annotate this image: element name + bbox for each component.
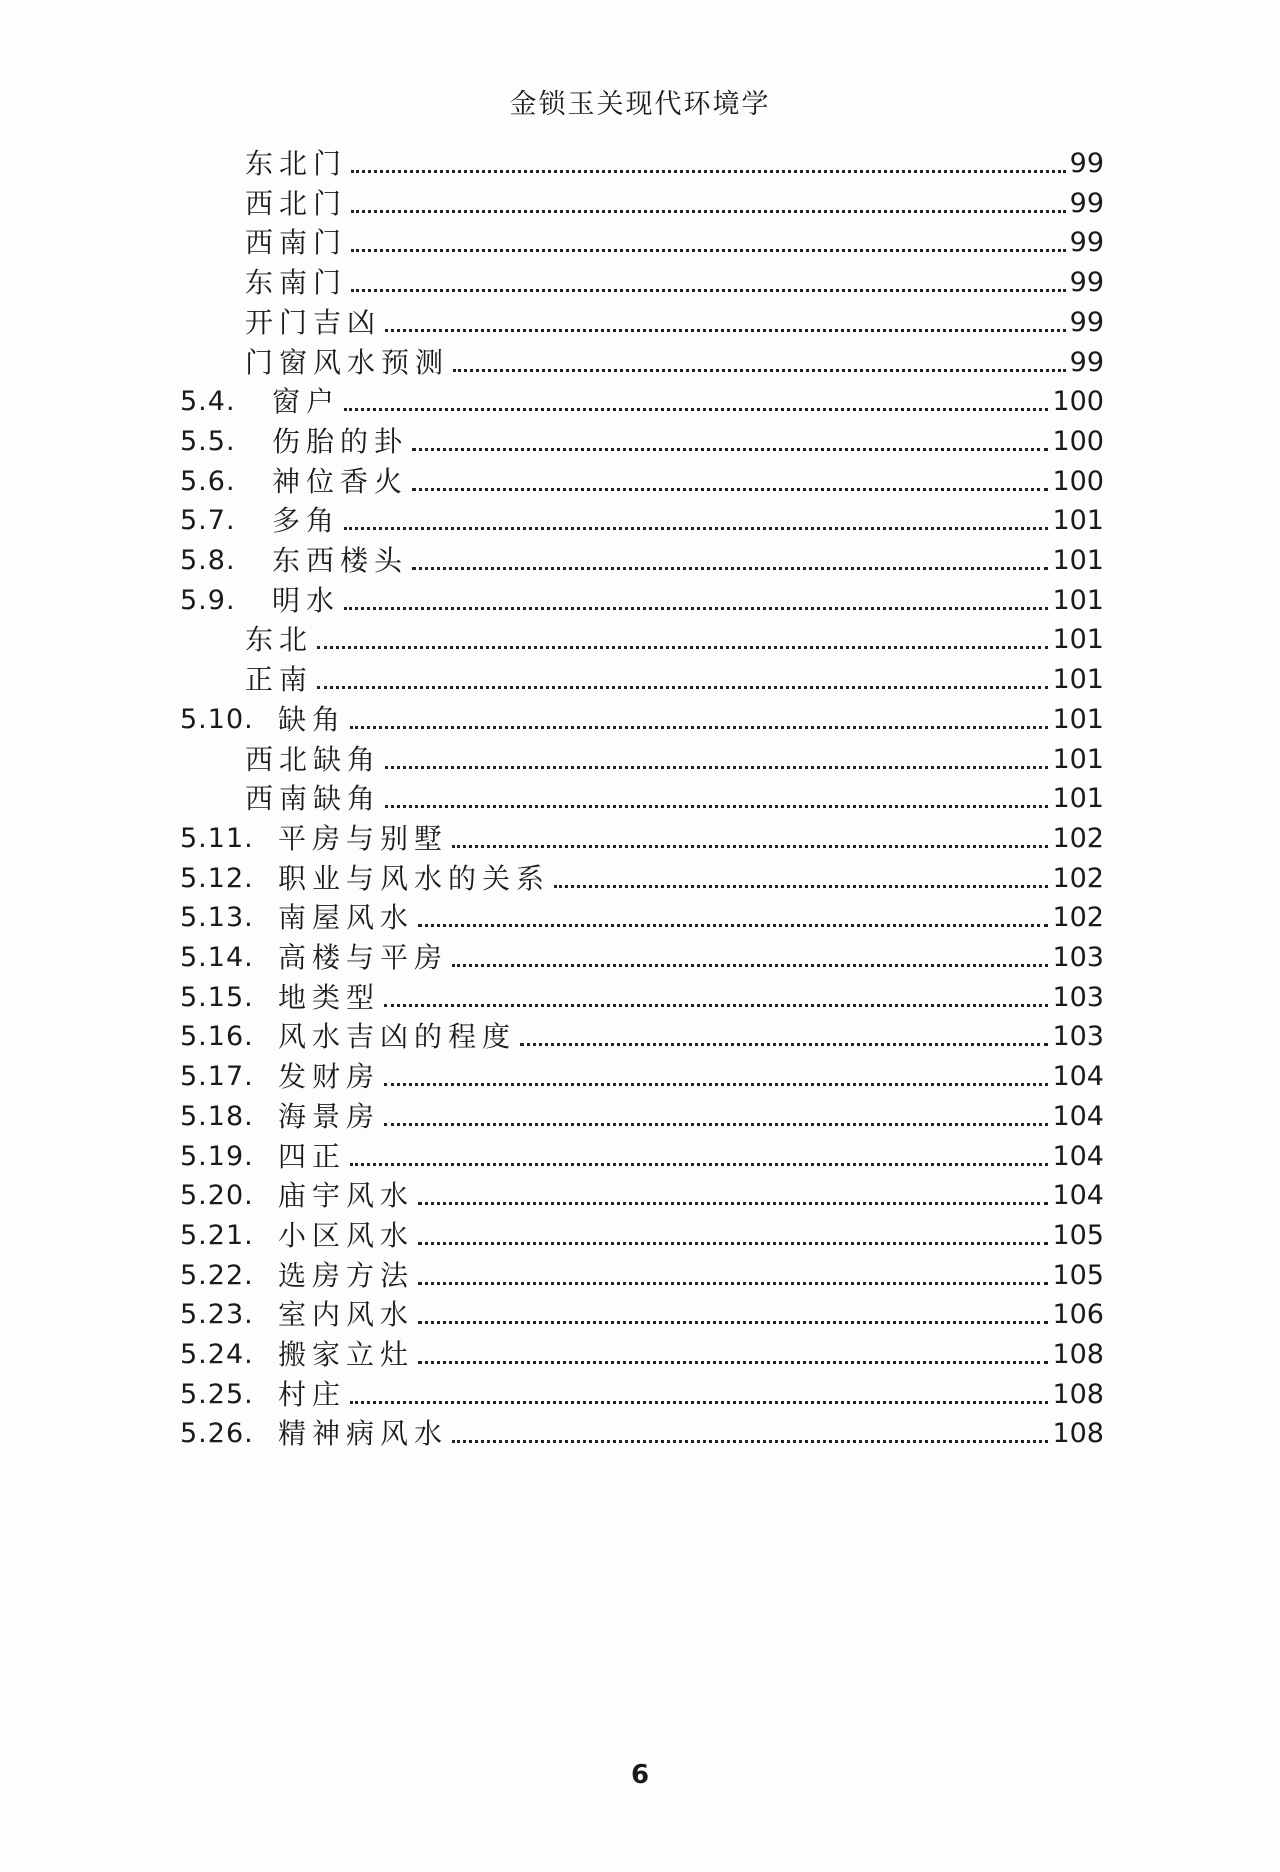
toc-entry-number: 5.11.	[180, 822, 254, 854]
toc-entry-page: 101	[1052, 505, 1104, 537]
toc-entry-title: 选房方法	[278, 1258, 415, 1292]
toc-entry-page: 101	[1052, 624, 1104, 656]
page-number: 6	[630, 1760, 650, 1790]
toc-entry-title: 正南	[245, 663, 314, 697]
toc-entry[interactable]	[245, 259, 1104, 299]
toc-entry-title: 西南缺角	[245, 782, 382, 816]
toc-entry[interactable]	[180, 458, 1104, 498]
toc-entry-page: 101	[1052, 584, 1104, 616]
toc-entry[interactable]	[180, 1371, 1104, 1411]
toc-entry-number: 5.12.	[180, 862, 254, 894]
toc-entry-title: 西北门	[245, 186, 348, 220]
dot-leader	[418, 1361, 1048, 1364]
toc-entry-page: 105	[1052, 1219, 1104, 1251]
toc-entry[interactable]	[180, 1291, 1104, 1331]
toc-entry[interactable]	[245, 736, 1104, 776]
dot-leader	[384, 1123, 1048, 1126]
toc-entry-number: 5.5.	[180, 425, 236, 457]
toc-entry[interactable]	[245, 616, 1104, 656]
dot-leader	[350, 1163, 1048, 1166]
dot-leader	[344, 607, 1048, 610]
toc-entry-number: 5.21.	[180, 1219, 254, 1251]
toc-entry-title: 西南门	[245, 226, 348, 260]
toc-entry-page: 101	[1052, 743, 1104, 775]
toc-entry-page: 100	[1052, 386, 1104, 418]
toc-entry-title: 窗户	[272, 385, 341, 419]
toc-entry-title: 发财房	[278, 1060, 381, 1094]
toc-entry-page: 102	[1052, 822, 1104, 854]
toc-entry-number: 5.10.	[180, 703, 254, 735]
toc-entry-page: 103	[1052, 942, 1104, 973]
toc-entry-title: 伤胎的卦	[272, 424, 409, 458]
toc-entry-number: 5.6.	[180, 465, 236, 497]
toc-entry-page: 99	[1069, 346, 1104, 378]
toc-entry[interactable]	[245, 299, 1104, 339]
toc-entry-number: 5.13.	[180, 902, 254, 934]
toc-entry-page: 108	[1052, 1418, 1104, 1450]
toc-entry-page: 99	[1069, 187, 1104, 219]
toc-entry-number: 5.8.	[180, 545, 236, 576]
toc-entry-title: 东北门	[245, 147, 348, 180]
toc-entry[interactable]	[180, 974, 1104, 1014]
toc-entry-number: 5.14.	[180, 942, 254, 973]
toc-entry-page: 104	[1052, 1061, 1104, 1093]
toc-entry-number: 5.4.	[180, 386, 236, 418]
toc-entry[interactable]	[180, 696, 1104, 736]
toc-entry-page: 101	[1052, 664, 1104, 696]
dot-leader	[418, 1321, 1048, 1324]
toc-entry[interactable]	[180, 1093, 1104, 1133]
toc-entry-title: 门窗风水预测	[245, 345, 450, 379]
toc-entry-number: 5.18.	[180, 1100, 254, 1132]
running-header: 金锁玉关现代环境学	[509, 89, 771, 120]
toc-entry[interactable]	[180, 418, 1104, 458]
toc-entry-title: 四正	[278, 1139, 347, 1173]
toc-entry[interactable]	[180, 855, 1104, 895]
toc-entry[interactable]	[245, 140, 1104, 180]
toc-entry[interactable]	[180, 1013, 1104, 1053]
toc-entry-number: 5.19.	[180, 1140, 254, 1172]
toc-entry-page: 101	[1052, 703, 1104, 735]
dot-leader	[452, 964, 1048, 967]
toc-entry[interactable]	[180, 1410, 1104, 1450]
toc-entry-page: 104	[1052, 1180, 1104, 1212]
toc-entry-page: 99	[1069, 227, 1104, 259]
toc-entry-title: 地类型	[278, 980, 381, 1014]
toc-entry[interactable]	[180, 1133, 1104, 1173]
dot-leader	[350, 1401, 1048, 1404]
toc-entry[interactable]	[245, 775, 1104, 815]
toc-entry-page: 99	[1069, 306, 1104, 338]
toc-entry-page: 104	[1052, 1100, 1104, 1132]
dot-leader	[317, 646, 1048, 649]
dot-leader	[344, 408, 1048, 411]
dot-leader	[452, 1440, 1048, 1443]
dot-leader	[412, 448, 1048, 451]
toc-entry-number: 5.7.	[180, 505, 236, 537]
toc-entry[interactable]	[245, 339, 1104, 379]
toc-entry-title: 明水	[272, 583, 341, 617]
toc-entry[interactable]	[180, 497, 1104, 537]
toc-entry-title: 东北	[245, 623, 314, 657]
toc-entry-page: 100	[1052, 465, 1104, 497]
toc-entry-page: 102	[1052, 902, 1104, 934]
toc-entry-page: 99	[1069, 267, 1104, 299]
toc-entry[interactable]	[180, 1331, 1104, 1371]
dot-leader	[418, 1202, 1048, 1205]
toc-entry-number: 5.23.	[180, 1299, 254, 1331]
toc-entry-page: 108	[1052, 1339, 1104, 1370]
toc-entry-page: 102	[1052, 862, 1104, 894]
toc-entry[interactable]	[180, 577, 1104, 617]
dot-leader	[351, 289, 1066, 292]
toc-entry-number: 5.26.	[180, 1418, 254, 1450]
toc-entry-page: 103	[1052, 1021, 1104, 1053]
toc-entry-title: 西北缺角	[245, 742, 382, 776]
dot-leader	[384, 1004, 1048, 1007]
toc-entry[interactable]	[245, 180, 1104, 220]
toc-entry-title: 平房与别墅	[278, 821, 449, 855]
toc-entry-number: 5.17.	[180, 1061, 254, 1093]
dot-leader	[385, 766, 1048, 769]
toc-entry-title: 缺角	[278, 702, 347, 736]
toc-entry-number: 5.16.	[180, 1021, 254, 1053]
toc-entry-title: 高楼与平房	[278, 941, 449, 974]
toc-entry-page: 106	[1052, 1299, 1104, 1331]
dot-leader	[351, 249, 1066, 252]
toc-entry-page: 104	[1052, 1140, 1104, 1172]
dot-leader	[351, 210, 1066, 213]
toc-entry-title: 南屋风水	[278, 901, 415, 935]
toc-entry-title: 村庄	[278, 1377, 347, 1411]
dot-leader	[418, 1282, 1048, 1285]
toc-entry[interactable]	[180, 537, 1104, 577]
toc-entry-number: 5.15.	[180, 981, 254, 1013]
dot-leader	[385, 805, 1048, 808]
toc-entry-title: 室内风水	[278, 1298, 415, 1332]
toc-entry-title: 多角	[272, 504, 341, 538]
toc-entry-page: 105	[1052, 1259, 1104, 1291]
dot-leader	[351, 170, 1066, 173]
dot-leader	[317, 686, 1048, 689]
toc-entry-number: 5.24.	[180, 1339, 254, 1370]
toc-entry[interactable]	[180, 1212, 1104, 1252]
toc-entry[interactable]	[180, 1172, 1104, 1212]
toc-entry[interactable]	[180, 1252, 1104, 1292]
dot-leader	[384, 1083, 1048, 1086]
dot-leader	[554, 885, 1048, 888]
toc-entry-number: 5.20.	[180, 1180, 254, 1212]
toc-entry-title: 小区风水	[278, 1218, 415, 1252]
toc-entry[interactable]	[245, 656, 1104, 696]
toc-entry[interactable]	[180, 378, 1104, 418]
toc-entry-page: 108	[1052, 1378, 1104, 1410]
dot-leader	[418, 1242, 1048, 1245]
toc-entry-page: 103	[1052, 981, 1104, 1013]
toc-entry[interactable]	[245, 219, 1104, 259]
toc-entry-title: 神位香火	[272, 464, 409, 498]
dot-leader	[412, 488, 1048, 491]
toc-entry-title: 风水吉凶的程度	[278, 1020, 517, 1054]
dot-leader	[452, 845, 1048, 848]
dot-leader	[412, 567, 1048, 570]
toc-entry-title: 精神病风水	[278, 1417, 449, 1451]
toc-entry-page: 100	[1052, 425, 1104, 457]
toc-entry[interactable]	[180, 1053, 1104, 1093]
toc-entry-number: 5.25.	[180, 1378, 254, 1410]
dot-leader	[350, 726, 1048, 729]
toc-entry-title: 开门吉凶	[245, 305, 382, 339]
dot-leader	[453, 369, 1066, 372]
dot-leader	[520, 1043, 1048, 1046]
toc-entry-title: 庙宇风水	[278, 1179, 415, 1213]
dot-leader	[418, 924, 1048, 927]
toc-entry-page: 101	[1052, 783, 1104, 815]
toc-entry[interactable]	[180, 934, 1104, 974]
toc-entry-page: 101	[1052, 545, 1104, 576]
toc-entry-title: 职业与风水的关系	[278, 861, 551, 895]
toc-entry[interactable]	[180, 894, 1104, 934]
dot-leader	[385, 329, 1066, 332]
toc-entry-title: 东南门	[245, 266, 348, 300]
toc-entry-number: 5.22.	[180, 1259, 254, 1291]
toc-entry-number: 5.9.	[180, 584, 236, 616]
toc-entry[interactable]	[180, 815, 1104, 855]
toc-entry-page: 99	[1069, 148, 1104, 179]
toc-entry-title: 东西楼头	[272, 544, 409, 577]
dot-leader	[344, 527, 1048, 530]
toc-entry-title: 搬家立灶	[278, 1338, 415, 1371]
toc-entry-title: 海景房	[278, 1099, 381, 1133]
